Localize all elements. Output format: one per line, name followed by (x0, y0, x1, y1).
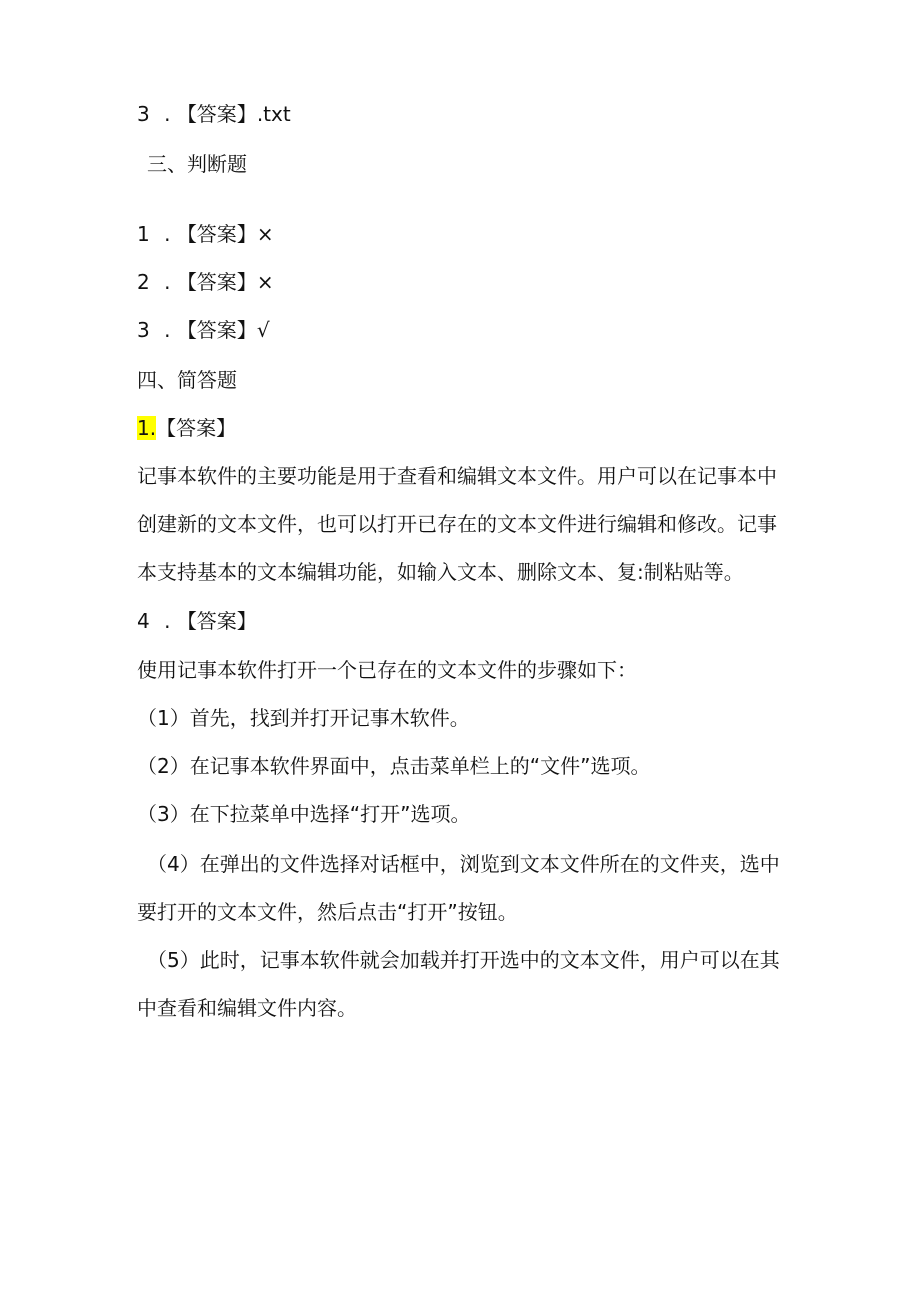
answer-tag: 【答案】 (156, 416, 237, 440)
check-mark: √ (256, 318, 270, 342)
answer-tag: 【答案】 (176, 102, 257, 126)
item-number: 4 (137, 609, 150, 633)
item-dot: . (164, 609, 171, 633)
answer-tag: 【答案】 (176, 318, 257, 342)
answer-tag: 【答案】 (176, 609, 257, 633)
item-number: 2 (137, 270, 150, 294)
step-5-line-1: （5）此时，记事本软件就会加载并打开选中的文本文件，用户可以在其 (147, 948, 780, 972)
item-number-highlighted: 1. (137, 416, 157, 440)
item-dot: . (164, 102, 171, 126)
item-dot: . (164, 222, 171, 246)
item-dot: . (164, 318, 171, 342)
section-title-judgement: 三、判断题 (147, 152, 247, 176)
short-answer-4-intro: 使用记事本软件打开一个已存在的文本文件的步骤如下： (137, 658, 637, 682)
section-title-short-answer: 四、简答题 (137, 368, 237, 392)
short-answer-1-line-1: 记事本软件的主要功能是用于查看和编辑文本文件。用户可以在记事本中 (137, 464, 777, 488)
answer-value: .txt (256, 102, 291, 126)
step-2: （2）在记事本软件界面中，点击菜单栏上的“文件”选项。 (137, 754, 651, 778)
item-number: 3 (137, 102, 150, 126)
judge-item-2 (137, 268, 274, 296)
short-answer-1-line-3: 本支持基本的文本编辑功能，如输入文本、删除文本、复:制粘贴等。 (137, 560, 744, 584)
cross-mark: × (256, 270, 274, 294)
step-4-line-2: 要打开的文本文件，然后点击“打开”按钮。 (137, 900, 518, 924)
answer-tag: 【答案】 (176, 222, 257, 246)
item-number: 3 (137, 318, 150, 342)
short-answer-1-header (137, 414, 236, 442)
step-3: （3）在下拉菜单中选择“打开”选项。 (137, 802, 471, 826)
item-dot: . (164, 270, 171, 294)
answer-item-3-prev (137, 100, 291, 128)
judge-item-1 (137, 220, 274, 248)
item-number: 1 (137, 222, 150, 246)
step-4-line-1: （4）在弹出的文件选择对话框中，浏览到文本文件所在的文件夹，选中 (147, 852, 780, 876)
judge-item-3 (137, 316, 270, 344)
short-answer-1-line-2: 创建新的文本文件，也可以打开已存在的文本文件进行编辑和修改。记事 (137, 512, 777, 536)
step-5-line-2: 中查看和编辑文件内容。 (137, 996, 357, 1020)
short-answer-4-header (137, 607, 257, 635)
answer-tag: 【答案】 (176, 270, 257, 294)
cross-mark: × (256, 222, 274, 246)
step-1: （1）首先，找到并打开记事木软件。 (137, 706, 470, 730)
